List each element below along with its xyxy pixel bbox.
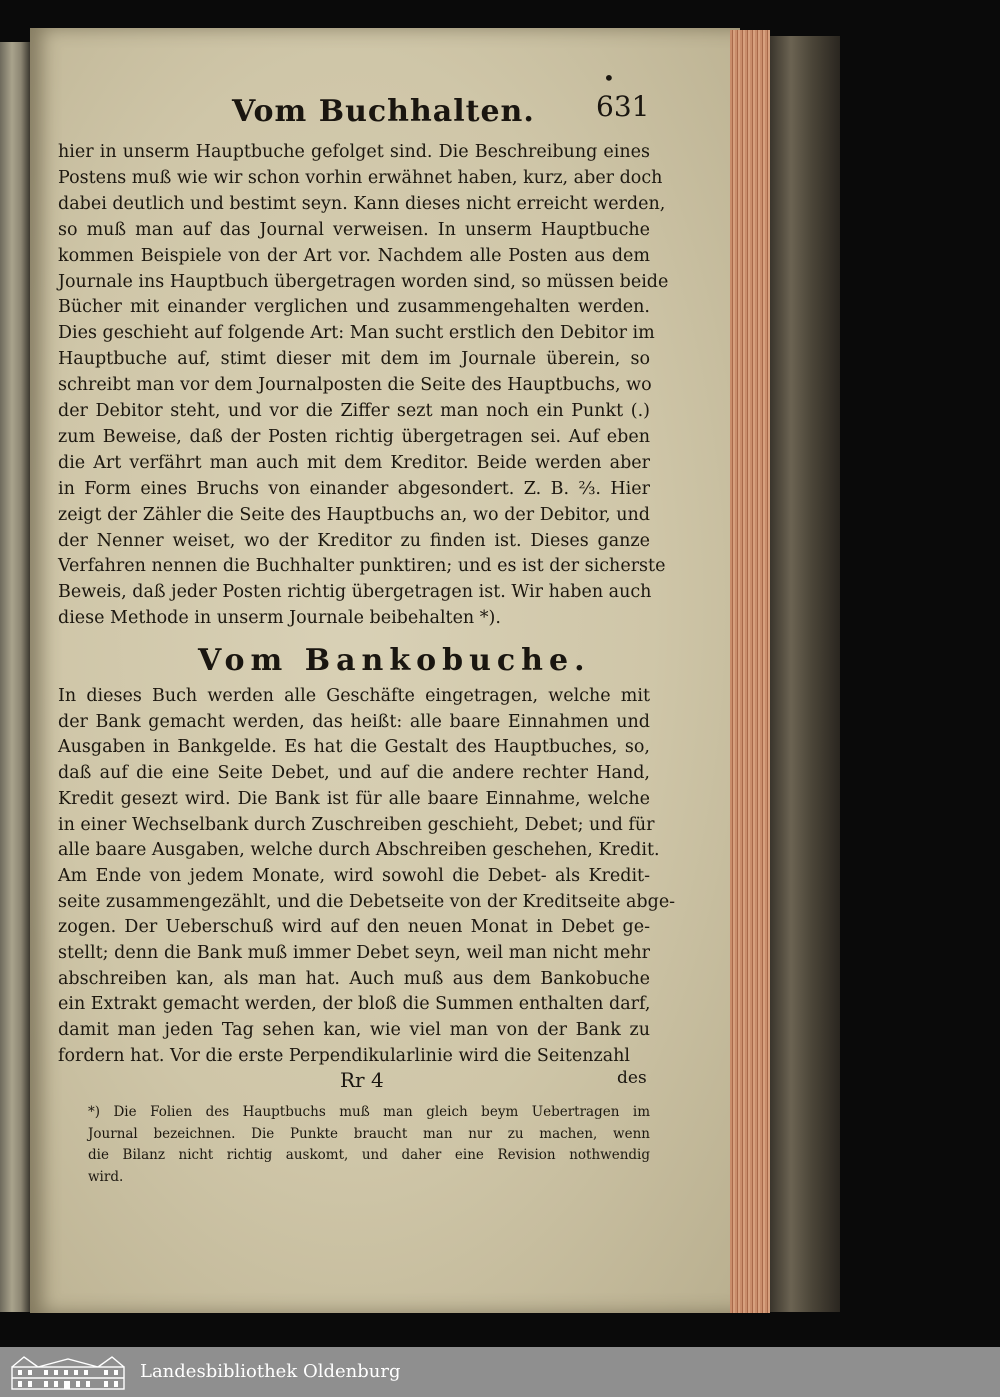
text-line: zogen. Der Ueberschuß wird auf den neuen Monat in Debet ge-: [58, 917, 650, 938]
text-line: zeigt der Zähler die Seite des Hauptbuchs an, wo der Debitor, und: [58, 504, 650, 525]
page-number: 631: [596, 90, 650, 123]
footnote-line: wird.: [88, 1168, 124, 1185]
page-stack-edge: [730, 30, 770, 1313]
text-line: Bücher mit einander verglichen und zusammengehalten werden.: [58, 297, 650, 318]
text-line: damit man jeden Tag sehen kan, wie viel man von der Bank zu: [58, 1020, 650, 1041]
text-line: der Debitor steht, und vor die Ziffer sezt man noch ein Punkt (.): [58, 401, 650, 421]
page-mark: •: [603, 66, 615, 90]
book-cover-edge: [770, 36, 840, 1312]
footnote-line: *) Die Folien des Hauptbuchs muß man gleich beym Uebertragen im: [88, 1104, 650, 1120]
text-line: Beweis, daß jeder Posten richtig übergetragen ist. Wir haben auch: [58, 582, 652, 603]
text-line: Dies geschieht auf folgende Art: Man sucht erstlich den Debitor im: [58, 323, 655, 344]
text-line: daß auf die eine Seite Debet, und auf die andere rechter Hand,: [58, 763, 650, 784]
running-head: Vom Buchhalten.: [232, 94, 535, 129]
text-line: Ausgaben in Bankgelde. Es hat die Gestalt des Hauptbuches, so,: [58, 737, 650, 758]
signature-mark: Rr 4: [340, 1068, 384, 1092]
text-line: in Form eines Bruchs von einander abgesondert. Z. B. ⅔. Hier: [58, 478, 650, 499]
text-line: abschreiben kan, als man hat. Auch muß aus dem Bankobuche: [58, 968, 650, 989]
text-line: Verfahren nennen die Buchhalter punktiren; und es ist der sicherste: [58, 556, 666, 577]
text-line: der Nenner weiset, wo der Kreditor zu finden ist. Dieses ganze: [58, 530, 650, 551]
text-line: Journale ins Hauptbuch übergetragen worden sind, so müssen beide: [58, 271, 669, 292]
left-page-edge: [0, 42, 30, 1312]
catchword: des: [617, 1068, 647, 1088]
text-line: in einer Wechselbank durch Zuschreiben geschieht, Debet; und für: [58, 814, 655, 835]
text-line: alle baare Ausgaben, welche durch Abschreiben geschehen, Kredit.: [58, 840, 660, 861]
library-name: Landesbibliothek Oldenburg: [140, 1361, 401, 1382]
text-line: die Art verfährt man auch mit dem Kreditor. Beide werden aber: [58, 452, 650, 473]
text-line: Hauptbuche auf, stimt dieser mit dem im Journale überein, so: [58, 349, 650, 370]
text-line: zum Beweise, daß der Posten richtig übergetragen sei. Auf eben: [58, 426, 650, 447]
section-heading: Vom Bankobuche.: [198, 643, 591, 678]
text-line: schreibt man vor dem Journalposten die Seite des Hauptbuchs, wo: [58, 375, 652, 396]
text-line: seite zusammengezählt, und die Debetseite von der Kreditseite abge-: [58, 891, 676, 912]
text-line: stellt; denn die Bank muß immer Debet seyn, weil man nicht mehr: [58, 943, 650, 963]
text-line: In dieses Buch werden alle Geschäfte eingetragen, welche mit: [58, 686, 650, 706]
text-line: dabei deutlich und bestimt seyn. Kann dieses nicht erreicht werden,: [58, 193, 666, 214]
library-building-icon: [8, 1353, 128, 1391]
footnote-line: die Bilanz nicht richtig auskomt, und daher eine Revision nothwendig: [88, 1147, 650, 1163]
text-line: so muß man auf das Journal verweisen. In unserm Hauptbuche: [58, 219, 650, 240]
text-line: der Bank gemacht werden, das heißt: alle baare Einnahmen und: [58, 711, 650, 732]
text-line: fordern hat. Vor die erste Perpendikularlinie wird die Seitenzahl: [58, 1045, 631, 1066]
text-line: kommen Beispiele von der Art vor. Nachdem alle Posten aus dem: [58, 245, 650, 266]
text-line: Postens muß wie wir schon vorhin erwähnet haben, kurz, aber doch: [58, 167, 663, 188]
text-line: diese Methode in unserm Journale beibehalten *).: [58, 608, 501, 629]
footer-bar: [0, 1347, 1000, 1397]
text-line: Am Ende von jedem Monate, wird sowohl die Debet- als Kredit-: [58, 865, 650, 886]
text-line: hier in unserm Hauptbuche gefolget sind. Die Beschreibung eines: [58, 142, 650, 162]
text-line: ein Extrakt gemacht werden, der bloß die Summen enthalten darf,: [58, 994, 651, 1015]
footnote-line: Journal bezeichnen. Die Punkte braucht man nur zu machen, wenn: [88, 1125, 650, 1142]
text-line: Kredit gesezt wird. Die Bank ist für alle baare Einnahme, welche: [58, 788, 650, 809]
